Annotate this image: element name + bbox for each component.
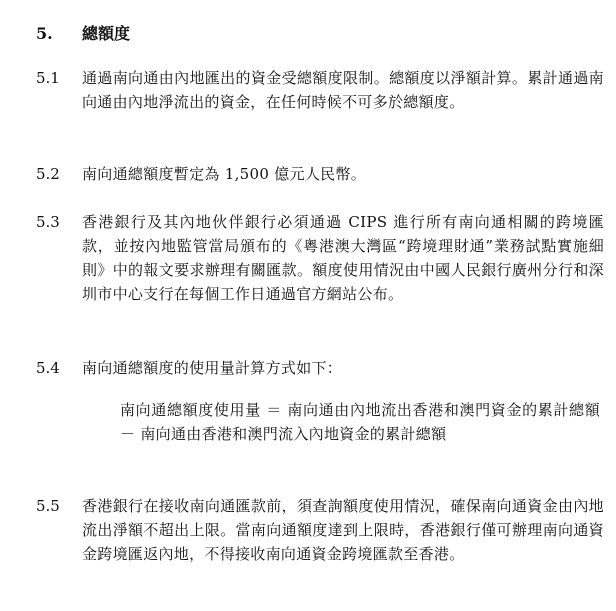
quota-usage-formula: 南向通總額度使用量 ＝ 南向通由內地流出香港和澳門資金的累計總額 － 南向通由香港和澳門流入內地資金的累計總額 xyxy=(120,401,600,443)
clause-text: 通過南向通由內地匯出的資金受總額度限制。總額度以淨額計算。累計通過南向通由內地淨流出的資金，在任何時候不可多於總額度。 xyxy=(82,69,604,111)
clause-text: 香港銀行在接收南向通匯款前，須查詢額度使用情況，確保南向通資金由內地流出淨額不超出上限。當南向通額度達到上限時，香港銀行僅可辦理南向通資金跨境匯返內地，不得接收南向通資金跨境匯款至香港。 xyxy=(82,497,604,563)
section-number: 5. xyxy=(36,24,53,43)
clause-number: 5.1 xyxy=(36,69,60,87)
clause-text: 香港銀行及其內地伙伴銀行必須通過 CIPS 進行所有南向通相關的跨境匯款，並按內地監管當局頒布的《粵港澳大灣區“跨境理財通”業務試點實施細則》中的報文要求辦理有關匯款。額度使用情況由中國人民銀行廣州分行和深圳市中心支行在每個工作日通過官方網站公布。 xyxy=(82,213,604,303)
clause-text: 南向通總額度的使用量計算方式如下： xyxy=(82,359,343,377)
clause-number: 5.5 xyxy=(36,497,60,515)
clause-number: 5.2 xyxy=(36,165,60,183)
clause-number: 5.4 xyxy=(36,359,60,377)
clause-number: 5.3 xyxy=(36,213,60,231)
clause-text: 南向通總額度暫定為 1,500 億元人民幣。 xyxy=(82,165,367,183)
section-heading xyxy=(0,22,616,46)
section-title: 總額度 xyxy=(82,24,131,43)
